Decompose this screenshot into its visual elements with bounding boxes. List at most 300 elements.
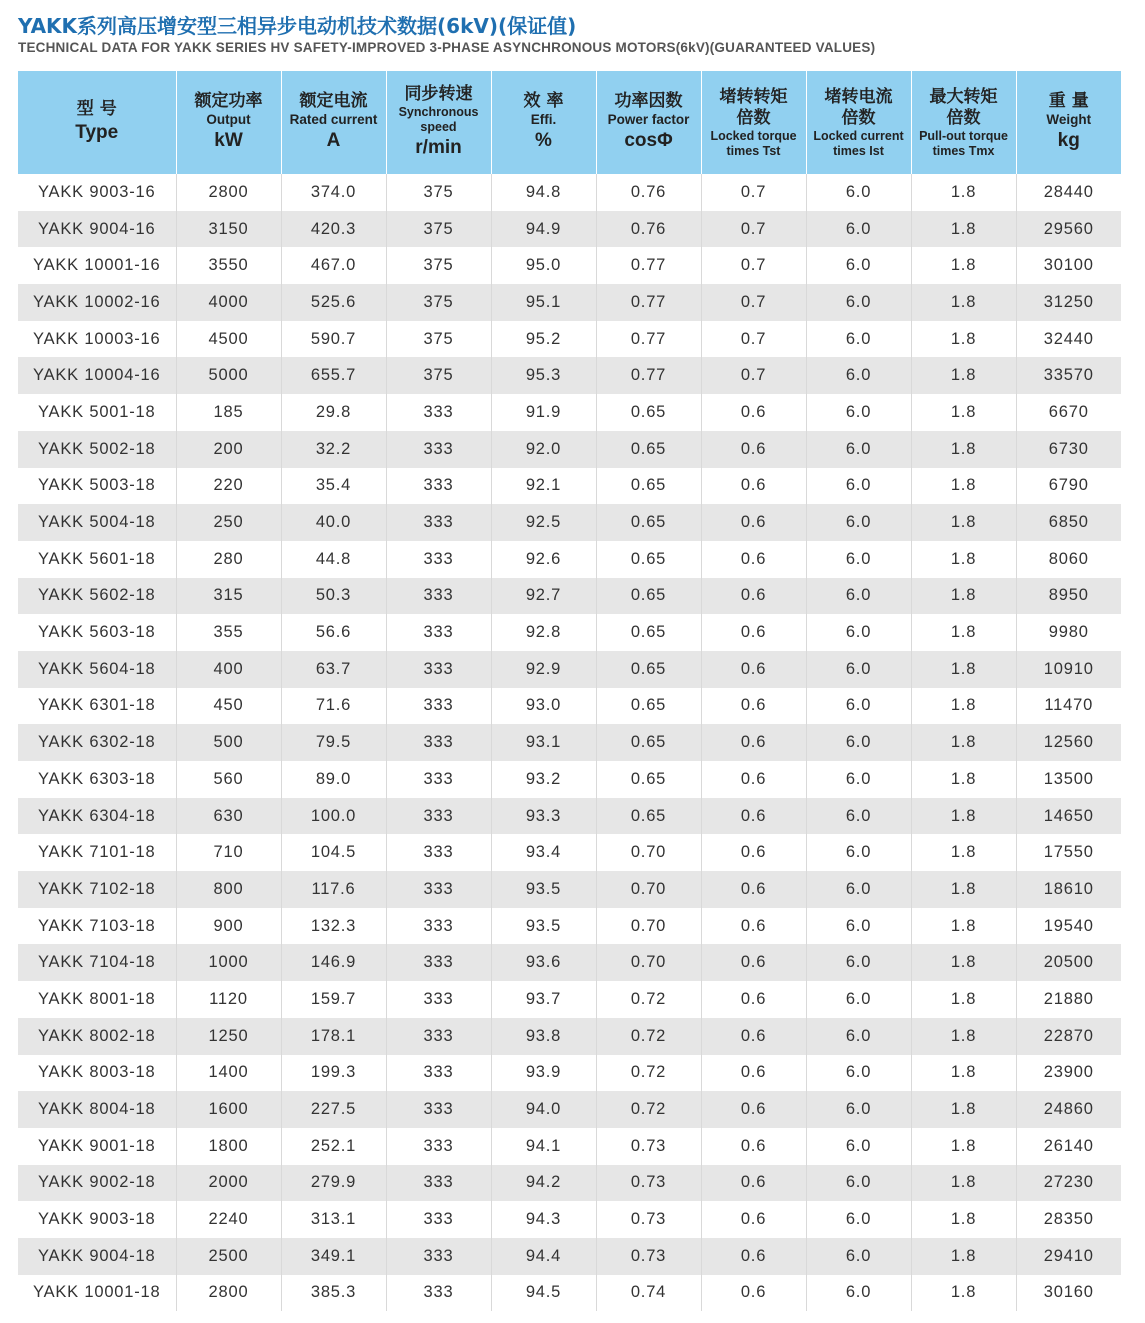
cell-speed: 333 (386, 1201, 491, 1238)
cell-power-factor: 0.72 (596, 1091, 701, 1128)
cell-type: YAKK 6301-18 (18, 688, 176, 725)
header-label-cn: 额定功率 (194, 91, 263, 111)
table-row (18, 284, 1121, 321)
col-header-output (176, 71, 281, 174)
header-unit: kW (214, 130, 243, 151)
cell-type: YAKK 5604-18 (18, 651, 176, 688)
cell-pullout-torque: 1.8 (911, 798, 1016, 835)
cell-output: 2000 (176, 1165, 281, 1202)
cell-current: 385.3 (281, 1275, 386, 1312)
cell-speed: 333 (386, 834, 491, 871)
page-title: YAKK系列高压增安型三相异步电动机技术数据(6kV)(保证值) (18, 14, 577, 38)
table-row (18, 431, 1121, 468)
cell-current: 313.1 (281, 1201, 386, 1238)
cell-output: 3550 (176, 247, 281, 284)
header-label-en: Rated current (289, 112, 378, 127)
cell-efficiency: 95.2 (491, 321, 596, 358)
cell-output: 450 (176, 688, 281, 725)
cell-speed: 333 (386, 1275, 491, 1312)
cell-locked-current: 6.0 (806, 1165, 911, 1202)
cell-power-factor: 0.70 (596, 908, 701, 945)
cell-locked-current: 6.0 (806, 871, 911, 908)
cell-efficiency: 92.9 (491, 651, 596, 688)
cell-locked-torque: 0.6 (701, 1091, 806, 1128)
cell-power-factor: 0.76 (596, 211, 701, 248)
cell-speed: 333 (386, 1128, 491, 1165)
table-row (18, 1165, 1121, 1202)
cell-output: 1250 (176, 1018, 281, 1055)
cell-locked-torque: 0.7 (701, 211, 806, 248)
cell-weight: 23900 (1016, 1055, 1121, 1092)
cell-power-factor: 0.65 (596, 688, 701, 725)
col-header-locked-torque (701, 71, 806, 174)
header-label-cn: 最大转矩 (929, 86, 998, 107)
cell-speed: 333 (386, 394, 491, 431)
cell-locked-current: 6.0 (806, 504, 911, 541)
header-label-cn: 同步转速 (404, 84, 473, 104)
cell-weight: 32440 (1016, 321, 1121, 358)
cell-power-factor: 0.72 (596, 1055, 701, 1092)
cell-locked-torque: 0.7 (701, 321, 806, 358)
cell-type: YAKK 5602-18 (18, 578, 176, 615)
header-label-cn: 重 量 (1048, 91, 1089, 111)
cell-current: 199.3 (281, 1055, 386, 1092)
cell-pullout-torque: 1.8 (911, 614, 1016, 651)
cell-power-factor: 0.77 (596, 321, 701, 358)
col-header-efficiency (491, 71, 596, 174)
cell-pullout-torque: 1.8 (911, 871, 1016, 908)
table-row (18, 541, 1121, 578)
table-body (18, 174, 1121, 1311)
col-header-pullout-torque (911, 71, 1016, 174)
table-row (18, 834, 1121, 871)
col-header-type (18, 71, 176, 174)
cell-current: 56.6 (281, 614, 386, 651)
col-header-power-factor (596, 71, 701, 174)
cell-type: YAKK 5003-18 (18, 468, 176, 505)
cell-pullout-torque: 1.8 (911, 211, 1016, 248)
cell-output: 2240 (176, 1201, 281, 1238)
cell-power-factor: 0.65 (596, 431, 701, 468)
table-row (18, 1091, 1121, 1128)
cell-power-factor: 0.77 (596, 357, 701, 394)
cell-speed: 333 (386, 578, 491, 615)
cell-speed: 375 (386, 284, 491, 321)
col-header-weight (1016, 71, 1121, 174)
cell-weight: 8060 (1016, 541, 1121, 578)
table-row (18, 468, 1121, 505)
cell-power-factor: 0.70 (596, 871, 701, 908)
cell-locked-current: 6.0 (806, 651, 911, 688)
cell-output: 1600 (176, 1091, 281, 1128)
cell-efficiency: 92.1 (491, 468, 596, 505)
page-subtitle: TECHNICAL DATA FOR YAKK SERIES HV SAFETY-IMPROVED 3-PHASE ASYNCHRONOUS MOTORS(6kV)(GUARANTEED VALUES) (18, 40, 876, 55)
cell-locked-torque: 0.6 (701, 1128, 806, 1165)
table-row (18, 651, 1121, 688)
cell-current: 32.2 (281, 431, 386, 468)
cell-output: 1800 (176, 1128, 281, 1165)
cell-power-factor: 0.65 (596, 541, 701, 578)
table-row (18, 357, 1121, 394)
cell-power-factor: 0.73 (596, 1165, 701, 1202)
cell-locked-current: 6.0 (806, 1128, 911, 1165)
cell-speed: 333 (386, 871, 491, 908)
header-label-cn: 倍数 (841, 107, 876, 128)
cell-current: 146.9 (281, 944, 386, 981)
header-unit: % (535, 130, 552, 151)
cell-type: YAKK 9003-18 (18, 1201, 176, 1238)
table-row (18, 1055, 1121, 1092)
cell-current: 420.3 (281, 211, 386, 248)
cell-pullout-torque: 1.8 (911, 1201, 1016, 1238)
cell-current: 40.0 (281, 504, 386, 541)
table-row (18, 798, 1121, 835)
cell-weight: 19540 (1016, 908, 1121, 945)
cell-locked-torque: 0.6 (701, 468, 806, 505)
cell-type: YAKK 9002-18 (18, 1165, 176, 1202)
header-label-en: Locked current (813, 128, 904, 143)
cell-locked-torque: 0.6 (701, 871, 806, 908)
cell-locked-current: 6.0 (806, 247, 911, 284)
cell-speed: 375 (386, 247, 491, 284)
header-label-en: Type (75, 122, 119, 143)
cell-weight: 13500 (1016, 761, 1121, 798)
table-header (18, 71, 1121, 174)
cell-power-factor: 0.72 (596, 1018, 701, 1055)
cell-pullout-torque: 1.8 (911, 394, 1016, 431)
cell-locked-current: 6.0 (806, 357, 911, 394)
table-row (18, 578, 1121, 615)
cell-locked-torque: 0.6 (701, 1055, 806, 1092)
header-label-cn: 功率因数 (614, 91, 683, 111)
cell-pullout-torque: 1.8 (911, 284, 1016, 321)
table-row (18, 1128, 1121, 1165)
cell-current: 132.3 (281, 908, 386, 945)
cell-locked-current: 6.0 (806, 211, 911, 248)
cell-weight: 28350 (1016, 1201, 1121, 1238)
cell-pullout-torque: 1.8 (911, 321, 1016, 358)
cell-locked-current: 6.0 (806, 541, 911, 578)
cell-efficiency: 94.3 (491, 1201, 596, 1238)
cell-locked-torque: 0.6 (701, 944, 806, 981)
cell-speed: 333 (386, 944, 491, 981)
cell-locked-current: 6.0 (806, 798, 911, 835)
table-row (18, 614, 1121, 651)
cell-speed: 333 (386, 614, 491, 651)
table-row (18, 394, 1121, 431)
cell-efficiency: 94.4 (491, 1238, 596, 1275)
cell-speed: 333 (386, 651, 491, 688)
cell-weight: 26140 (1016, 1128, 1121, 1165)
header-label-en: times Ist (833, 143, 884, 158)
col-header-locked-current (806, 71, 911, 174)
cell-current: 29.8 (281, 394, 386, 431)
cell-efficiency: 92.6 (491, 541, 596, 578)
header-label-en: Weight (1046, 112, 1092, 127)
table-row (18, 981, 1121, 1018)
header-label-cn: 倍数 (946, 107, 981, 128)
cell-speed: 333 (386, 724, 491, 761)
cell-locked-current: 6.0 (806, 394, 911, 431)
header-label-cn: 型 号 (76, 99, 117, 119)
cell-speed: 333 (386, 688, 491, 725)
cell-speed: 333 (386, 798, 491, 835)
cell-pullout-torque: 1.8 (911, 541, 1016, 578)
cell-locked-torque: 0.6 (701, 504, 806, 541)
cell-output: 800 (176, 871, 281, 908)
cell-power-factor: 0.65 (596, 724, 701, 761)
cell-locked-torque: 0.6 (701, 1238, 806, 1275)
header-label-en: Synchronous (398, 105, 479, 119)
header-unit: kg (1057, 130, 1080, 151)
header-label-cn: 堵转转矩 (719, 86, 788, 107)
cell-locked-torque: 0.6 (701, 724, 806, 761)
cell-type: YAKK 6304-18 (18, 798, 176, 835)
cell-locked-current: 6.0 (806, 1275, 911, 1312)
cell-current: 374.0 (281, 174, 386, 211)
cell-locked-current: 6.0 (806, 761, 911, 798)
cell-weight: 6790 (1016, 468, 1121, 505)
cell-locked-torque: 0.6 (701, 761, 806, 798)
cell-efficiency: 92.7 (491, 578, 596, 615)
cell-type: YAKK 10002-16 (18, 284, 176, 321)
cell-type: YAKK 7102-18 (18, 871, 176, 908)
cell-power-factor: 0.74 (596, 1275, 701, 1312)
cell-locked-torque: 0.7 (701, 247, 806, 284)
cell-current: 100.0 (281, 798, 386, 835)
cell-weight: 21880 (1016, 981, 1121, 1018)
cell-weight: 18610 (1016, 871, 1121, 908)
cell-pullout-torque: 1.8 (911, 981, 1016, 1018)
cell-pullout-torque: 1.8 (911, 174, 1016, 211)
cell-type: YAKK 9004-16 (18, 211, 176, 248)
header-label-cn: 效 率 (523, 91, 564, 111)
cell-speed: 333 (386, 1238, 491, 1275)
cell-efficiency: 94.9 (491, 211, 596, 248)
cell-locked-torque: 0.6 (701, 541, 806, 578)
cell-speed: 375 (386, 174, 491, 211)
cell-locked-torque: 0.6 (701, 614, 806, 651)
cell-type: YAKK 8004-18 (18, 1091, 176, 1128)
cell-speed: 333 (386, 761, 491, 798)
cell-locked-torque: 0.6 (701, 394, 806, 431)
cell-locked-torque: 0.7 (701, 284, 806, 321)
cell-current: 44.8 (281, 541, 386, 578)
cell-pullout-torque: 1.8 (911, 247, 1016, 284)
cell-pullout-torque: 1.8 (911, 431, 1016, 468)
cell-weight: 28440 (1016, 174, 1121, 211)
table-row (18, 174, 1121, 211)
cell-speed: 375 (386, 357, 491, 394)
header-label-cn: 额定电流 (299, 91, 368, 111)
cell-type: YAKK 8002-18 (18, 1018, 176, 1055)
cell-weight: 10910 (1016, 651, 1121, 688)
cell-pullout-torque: 1.8 (911, 761, 1016, 798)
cell-weight: 12560 (1016, 724, 1121, 761)
cell-weight: 11470 (1016, 688, 1121, 725)
cell-locked-torque: 0.6 (701, 834, 806, 871)
table-row (18, 211, 1121, 248)
cell-current: 50.3 (281, 578, 386, 615)
cell-pullout-torque: 1.8 (911, 688, 1016, 725)
cell-efficiency: 93.2 (491, 761, 596, 798)
cell-output: 400 (176, 651, 281, 688)
cell-efficiency: 94.0 (491, 1091, 596, 1128)
cell-current: 35.4 (281, 468, 386, 505)
cell-speed: 333 (386, 468, 491, 505)
header-unit: A (326, 130, 341, 151)
cell-pullout-torque: 1.8 (911, 908, 1016, 945)
cell-locked-current: 6.0 (806, 1055, 911, 1092)
cell-power-factor: 0.65 (596, 578, 701, 615)
cell-current: 279.9 (281, 1165, 386, 1202)
cell-locked-current: 6.0 (806, 174, 911, 211)
cell-output: 3150 (176, 211, 281, 248)
cell-weight: 14650 (1016, 798, 1121, 835)
cell-power-factor: 0.65 (596, 394, 701, 431)
cell-locked-torque: 0.7 (701, 357, 806, 394)
cell-output: 5000 (176, 357, 281, 394)
cell-output: 2500 (176, 1238, 281, 1275)
cell-current: 159.7 (281, 981, 386, 1018)
table-row (18, 688, 1121, 725)
header-label-cn: 倍数 (736, 107, 771, 128)
cell-type: YAKK 7104-18 (18, 944, 176, 981)
cell-efficiency: 93.5 (491, 908, 596, 945)
header-label-cn: 堵转电流 (824, 86, 893, 107)
cell-weight: 22870 (1016, 1018, 1121, 1055)
cell-locked-current: 6.0 (806, 908, 911, 945)
cell-locked-current: 6.0 (806, 981, 911, 1018)
cell-type: YAKK 5601-18 (18, 541, 176, 578)
cell-efficiency: 93.3 (491, 798, 596, 835)
cell-weight: 24860 (1016, 1091, 1121, 1128)
cell-current: 349.1 (281, 1238, 386, 1275)
header-label-en: Effi. (530, 112, 557, 127)
cell-output: 2800 (176, 1275, 281, 1312)
table-row (18, 944, 1121, 981)
cell-locked-current: 6.0 (806, 321, 911, 358)
cell-locked-torque: 0.6 (701, 1275, 806, 1312)
header-label-en: Pull-out torque (919, 128, 1008, 143)
cell-locked-current: 6.0 (806, 468, 911, 505)
header-label-en: Output (206, 112, 251, 127)
cell-output: 355 (176, 614, 281, 651)
cell-power-factor: 0.76 (596, 174, 701, 211)
cell-speed: 333 (386, 908, 491, 945)
table-row (18, 724, 1121, 761)
cell-power-factor: 0.73 (596, 1238, 701, 1275)
cell-weight: 6730 (1016, 431, 1121, 468)
table-row (18, 1238, 1121, 1275)
cell-locked-current: 6.0 (806, 724, 911, 761)
cell-pullout-torque: 1.8 (911, 1055, 1016, 1092)
cell-speed: 333 (386, 1055, 491, 1092)
header-unit: r/min (415, 137, 462, 158)
cell-locked-torque: 0.6 (701, 1201, 806, 1238)
cell-current: 89.0 (281, 761, 386, 798)
cell-weight: 29560 (1016, 211, 1121, 248)
cell-weight: 6850 (1016, 504, 1121, 541)
cell-locked-torque: 0.6 (701, 981, 806, 1018)
cell-power-factor: 0.65 (596, 651, 701, 688)
cell-pullout-torque: 1.8 (911, 1275, 1016, 1312)
cell-power-factor: 0.72 (596, 981, 701, 1018)
cell-pullout-torque: 1.8 (911, 944, 1016, 981)
cell-efficiency: 92.5 (491, 504, 596, 541)
cell-locked-current: 6.0 (806, 1238, 911, 1275)
cell-output: 1400 (176, 1055, 281, 1092)
cell-current: 71.6 (281, 688, 386, 725)
cell-power-factor: 0.65 (596, 798, 701, 835)
cell-efficiency: 94.2 (491, 1165, 596, 1202)
cell-pullout-torque: 1.8 (911, 1018, 1016, 1055)
cell-efficiency: 93.6 (491, 944, 596, 981)
cell-efficiency: 95.1 (491, 284, 596, 321)
cell-speed: 333 (386, 541, 491, 578)
cell-output: 4500 (176, 321, 281, 358)
cell-type: YAKK 10004-16 (18, 357, 176, 394)
cell-efficiency: 93.7 (491, 981, 596, 1018)
cell-pullout-torque: 1.8 (911, 1128, 1016, 1165)
cell-current: 79.5 (281, 724, 386, 761)
cell-type: YAKK 6303-18 (18, 761, 176, 798)
cell-type: YAKK 9004-18 (18, 1238, 176, 1275)
cell-type: YAKK 10001-16 (18, 247, 176, 284)
cell-efficiency: 94.5 (491, 1275, 596, 1312)
cell-weight: 20500 (1016, 944, 1121, 981)
cell-output: 900 (176, 908, 281, 945)
header-label-en: times Tmx (932, 143, 995, 158)
cell-output: 2800 (176, 174, 281, 211)
cell-weight: 30100 (1016, 247, 1121, 284)
cell-efficiency: 94.8 (491, 174, 596, 211)
cell-speed: 333 (386, 504, 491, 541)
cell-power-factor: 0.70 (596, 944, 701, 981)
cell-locked-torque: 0.6 (701, 1165, 806, 1202)
cell-efficiency: 93.5 (491, 871, 596, 908)
cell-efficiency: 93.0 (491, 688, 596, 725)
cell-pullout-torque: 1.8 (911, 1238, 1016, 1275)
cell-output: 1120 (176, 981, 281, 1018)
cell-efficiency: 92.8 (491, 614, 596, 651)
cell-locked-current: 6.0 (806, 944, 911, 981)
cell-weight: 33570 (1016, 357, 1121, 394)
header-label-en: Power factor (607, 112, 690, 127)
cell-power-factor: 0.77 (596, 284, 701, 321)
cell-pullout-torque: 1.8 (911, 834, 1016, 871)
cell-pullout-torque: 1.8 (911, 724, 1016, 761)
cell-type: YAKK 5001-18 (18, 394, 176, 431)
cell-locked-torque: 0.7 (701, 174, 806, 211)
cell-efficiency: 91.9 (491, 394, 596, 431)
cell-power-factor: 0.65 (596, 761, 701, 798)
cell-type: YAKK 9003-16 (18, 174, 176, 211)
cell-pullout-torque: 1.8 (911, 578, 1016, 615)
cell-speed: 333 (386, 1091, 491, 1128)
cell-output: 315 (176, 578, 281, 615)
cell-locked-torque: 0.6 (701, 908, 806, 945)
cell-efficiency: 93.1 (491, 724, 596, 761)
cell-output: 500 (176, 724, 281, 761)
cell-locked-current: 6.0 (806, 1091, 911, 1128)
cell-locked-current: 6.0 (806, 1018, 911, 1055)
cell-current: 227.5 (281, 1091, 386, 1128)
cell-weight: 6670 (1016, 394, 1121, 431)
table-row (18, 504, 1121, 541)
cell-pullout-torque: 1.8 (911, 1165, 1016, 1202)
cell-type: YAKK 7101-18 (18, 834, 176, 871)
